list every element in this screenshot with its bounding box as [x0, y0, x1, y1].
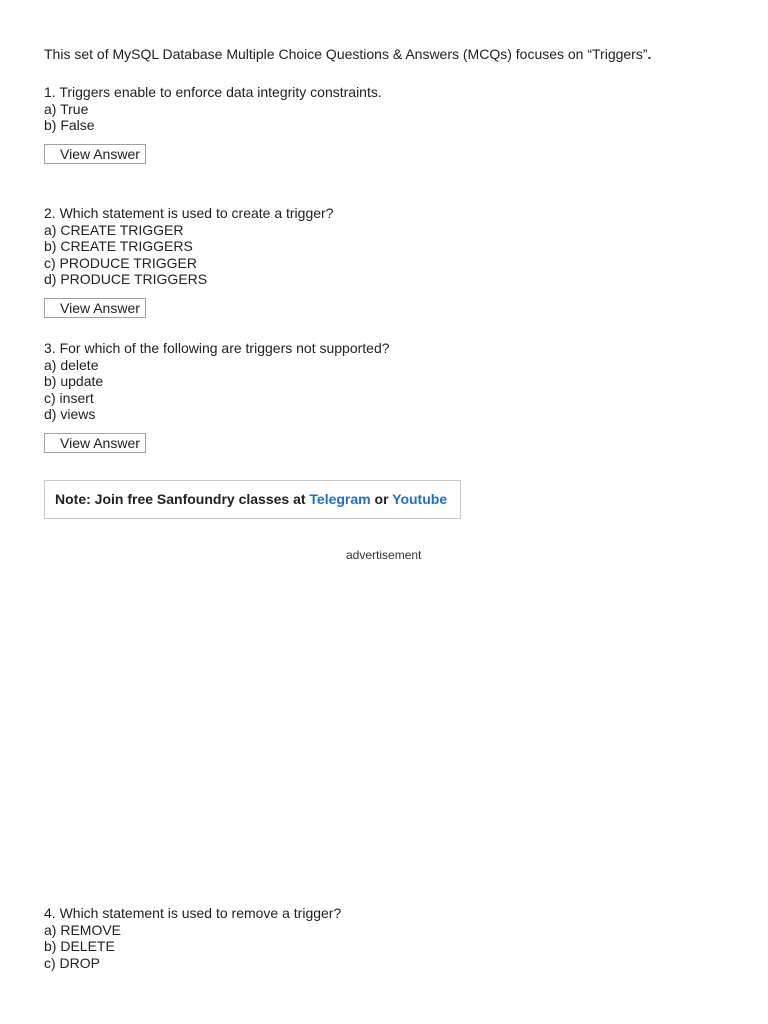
telegram-link[interactable]: Telegram: [309, 491, 371, 507]
option-b: b) CREATE TRIGGERS: [44, 238, 193, 254]
question-2: [44, 205, 734, 318]
note-joiner: or: [370, 491, 393, 507]
view-answer-button-3[interactable]: View Answer: [44, 433, 146, 453]
option-d: d) PRODUCE TRIGGERS: [44, 271, 208, 287]
option-c: c) insert: [44, 389, 94, 406]
option-a: a) CREATE TRIGGER: [44, 221, 184, 238]
question-4: [44, 905, 734, 971]
youtube-link[interactable]: Youtube: [392, 491, 448, 507]
question-text: 4. Which statement is used to remove a trigger?: [44, 905, 342, 921]
question-text: 3. For which of the following are triggers not supported?: [44, 340, 390, 356]
option-a: a) delete: [44, 356, 99, 373]
note-box: [44, 480, 461, 519]
advertisement-label: advertisement: [346, 548, 422, 562]
intro-text: This set of MySQL Database Multiple Choice Questions & Answers (MCQs) focuses on “Triggers”: [44, 46, 648, 62]
option-b: b) update: [44, 373, 104, 389]
option-c: c) PRODUCE TRIGGER: [44, 254, 197, 271]
question-3: [44, 340, 734, 453]
option-d: d) views: [44, 406, 96, 422]
advertisement-slot: [44, 570, 734, 890]
question-text: 1. Triggers enable to enforce data integrity constraints.: [44, 84, 382, 100]
intro-end: .: [647, 46, 652, 62]
note-text: Note: Join free Sanfoundry classes at: [55, 491, 310, 507]
question-1: [44, 84, 734, 164]
option-a: a) REMOVE: [44, 921, 122, 938]
question-text: 2. Which statement is used to create a trigger?: [44, 205, 334, 221]
option-a: a) True: [44, 100, 89, 117]
view-answer-button-1[interactable]: View Answer: [44, 144, 146, 164]
view-answer-button-2[interactable]: View Answer: [44, 298, 146, 318]
intro-paragraph: [44, 45, 734, 63]
option-c: c) DROP: [44, 954, 100, 971]
option-b: b) DELETE: [44, 938, 115, 954]
option-b: b) False: [44, 117, 95, 133]
